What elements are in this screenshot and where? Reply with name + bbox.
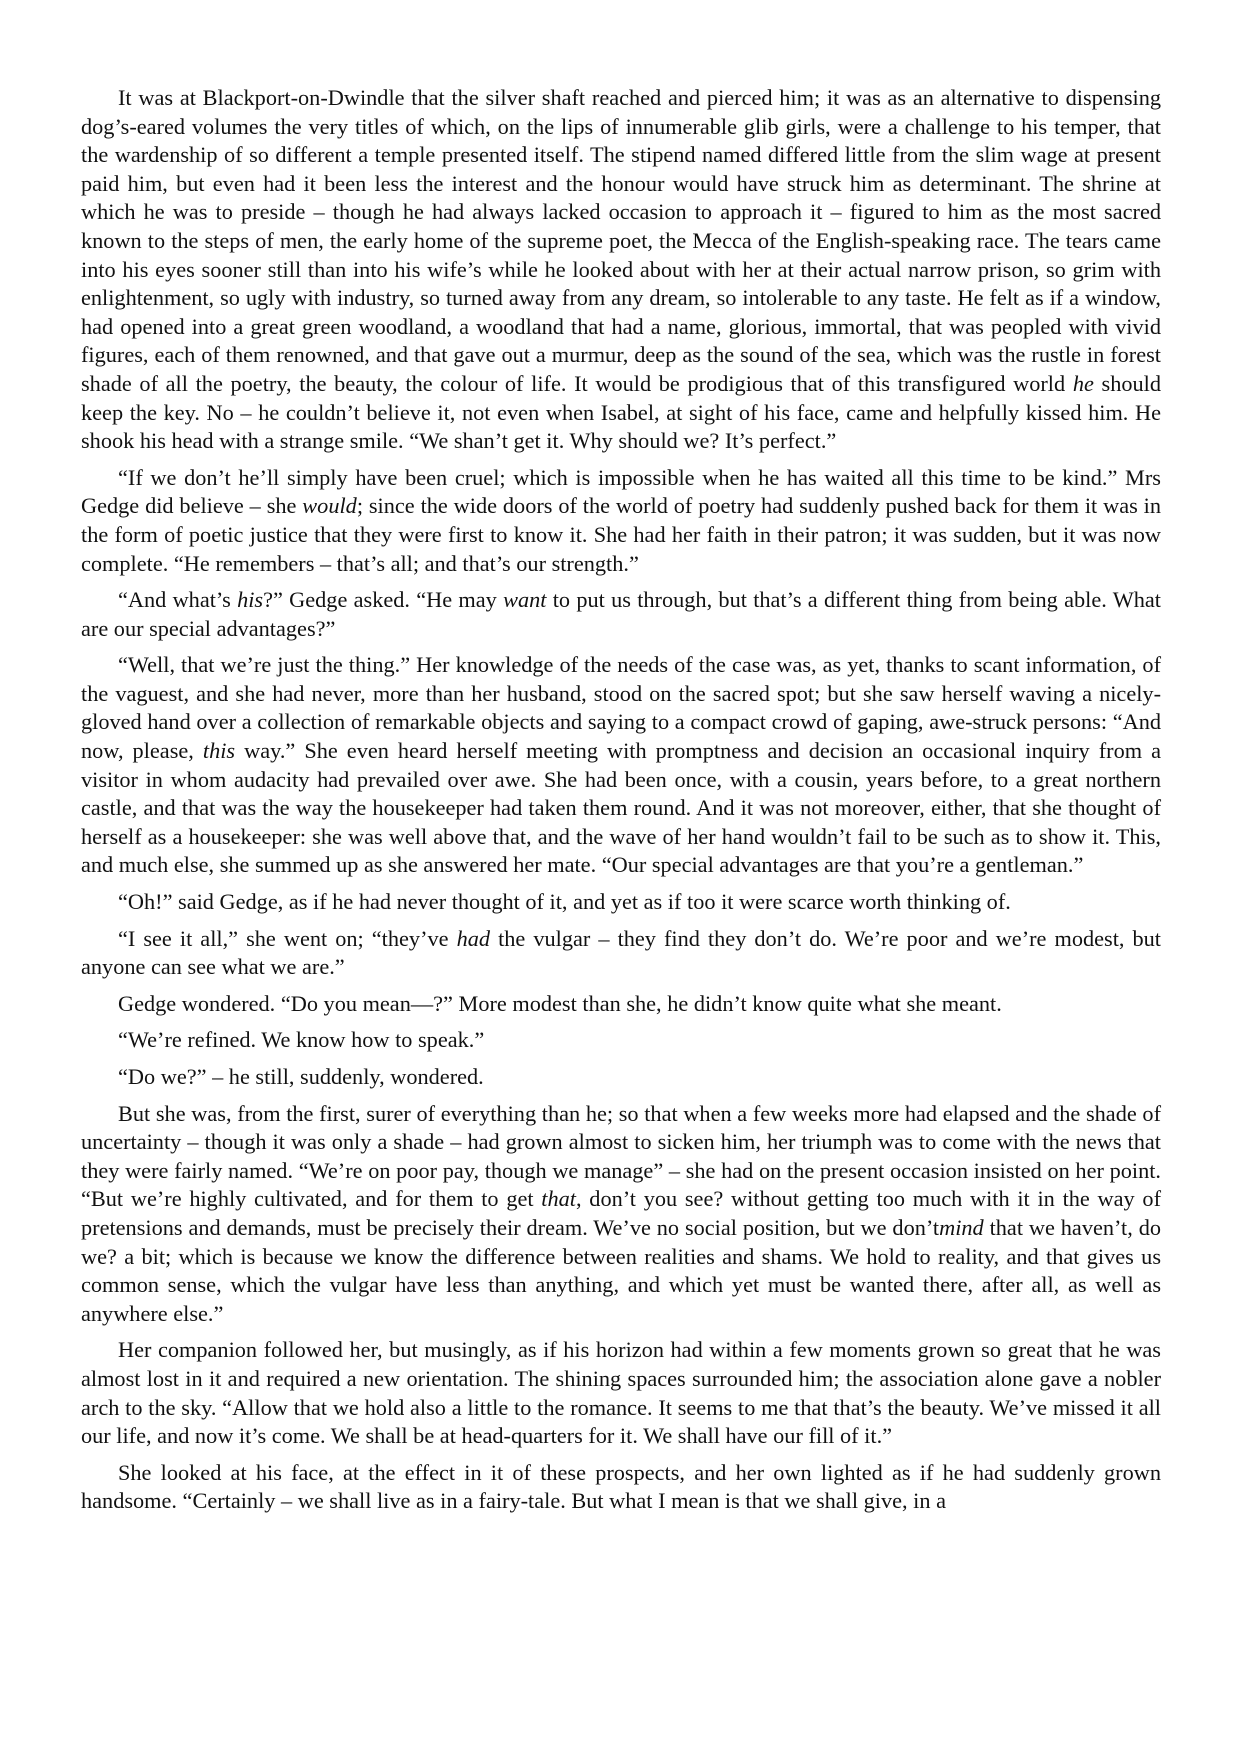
paragraph	[81, 1026, 1161, 1055]
paragraph	[81, 1336, 1161, 1450]
paragraph-text: ?” Gedge asked. “He may	[263, 587, 504, 613]
paragraph-text: She looked at his face, at the effect in it of these prospects, and her own lighted as if he had suddenly grown handsome. “Certainly – we shall live as in a fairy-tale. But what I mean is that we shall give, in a	[81, 1459, 1161, 1514]
italic-text: want	[503, 587, 547, 613]
paragraph-text: “Well, that we’re just the thing.” Her knowledge of the needs of the case was, as yet, thanks to scant information, of the vaguest, and she had never, more than her husband, stood on the sacred spot; but she saw herself waving a nicely-gloved hand over a collection of remarkable objects and saying to a compact crowd of gaping, awe-struck persons: “And now, please,	[81, 652, 1161, 764]
paragraph-text: way.” She even heard herself meeting with promptness and decision an occasional inquiry from a visitor in whom audacity had prevailed over awe. She had been once, with a cousin, years before, to a great northern castle, and that was the way the housekeeper had taken them round. And it was not moreover, either, that she thought of herself as a housekeeper: she was well above that, and the wave of her hand wouldn’t fail to be such as to show it. This, and much else, she summed up as she answered her mate. “Our special advantages are that you’re a gentleman.”	[81, 738, 1161, 878]
paragraph-text: But she was, from the first, surer of everything than he; so that when a few weeks more had elapsed and the shade of uncertainty – though it was only a shade – had grown almost to sicken him, her triumph was to come with the news that they were fairly named. “We’re on poor pay, though we manage” – she had on the present occasion insisted on her point. “But we’re highly cultivated, and for them to get	[81, 1100, 1161, 1212]
paragraph-text: ; since the wide doors of the world of poetry had suddenly pushed back for them it was in the form of poetic justice that they were first to know it. She had her faith in their patron; it was sudden, but it was now complete. “He remembers – that’s all; and that’s our strength.”	[81, 493, 1161, 576]
paragraph-text: the vulgar – they find they don’t do. We’re poor and we’re modest, but anyone can see what we are.”	[81, 925, 1161, 980]
paragraph	[81, 1459, 1161, 1516]
text-body	[81, 84, 1161, 1516]
paragraph-text: It was at Blackport-on-Dwindle that the silver shaft reached and pierced him; it was as an alternative to dispensing dog’s-eared volumes the very titles of which, on the lips of innumerable glib girls, were a challenge to his temper, that the wardenship of so different a temple presented itself. The stipend named differed little from the slim wage at present paid him, but even had it been less the interest and the honour would have struck him as determinant. The shrine at which he was to preside – though he had always lacked occasion to approach it – figured to him as the most sacred known to the steps of men, the early home of the supreme poet, the Mecca of the English-speaking race. The tears came into his eyes sooner still than into his wife’s while he looked about with her at their actual narrow prison, so grim with enlightenment, so ugly with industry, so turned away from any dream, so intolerable to any taste. He felt as if a window, had opened into a great green woodland, a woodland that had a name, glorious, immortal, that was peopled with vivid figures, each of them renowned, and that gave out a murmur, deep as the sound of the sea, which was the rustle in forest shade of all the poetry, the beauty, the colour of life. It would be prodigious that of this transfigured world	[81, 85, 1161, 396]
italic-text: this	[202, 738, 236, 764]
paragraph-text: , don’t you see? without getting too much with it in the way of pretensions and demands, must be precisely their dream. We’ve no social position, but we don’t	[81, 1186, 1161, 1240]
paragraph-text: “And what’s	[118, 587, 238, 613]
paragraph	[81, 888, 1161, 917]
paragraph-text: should keep the key. No – he couldn’t believe it, not even when Isabel, at sight of his face, came and helpfully kissed him. He shook his head with a strange smile. “We shan’t get it. Why should we? It’s perfect.”	[81, 370, 1161, 454]
paragraph-text: Gedge wondered. “Do you mean—?” More modest than she, he didn’t know quite what she meant.	[118, 990, 1002, 1016]
italic-text: had	[456, 925, 491, 951]
paragraph-text: “Do we?” – he still, suddenly, wondered.	[118, 1064, 484, 1089]
paragraph-text: to put us through, but that’s a different thing from being able. What are our special advantages?”	[81, 587, 1161, 641]
paragraph	[81, 84, 1161, 456]
paragraph-text: “We’re refined. We know how to speak.”	[118, 1027, 485, 1053]
italic-text: would	[302, 493, 357, 519]
italic-text: mind	[939, 1214, 984, 1240]
paragraph-text: “If we don’t he’ll simply have been cruel; which is impossible when he has waited all this time to be kind.” Mrs Gedge did believe – she	[81, 464, 1161, 519]
italic-text: he	[1072, 370, 1094, 396]
italic-text: that	[541, 1186, 576, 1212]
paragraph-text: “I see it all,” she went on; “they’ve	[118, 925, 457, 951]
paragraph	[81, 990, 1161, 1019]
paragraph	[81, 651, 1161, 880]
paragraph	[81, 925, 1161, 982]
paragraph-text: Her companion followed her, but musingly, as if his horizon had within a few moments grown so great that he was almost lost in it and required a new orientation. The shining spaces surrounded him; the association alone gave a nobler arch to the sky. “Allow that we hold also a little to the romance. It seems to me that that’s the beauty. We’ve missed it all our life, and now it’s come. We shall be at head-quarters for it. We shall have our fill of it.”	[81, 1337, 1161, 1449]
italic-text: his	[237, 587, 264, 613]
paragraph	[81, 586, 1161, 643]
paragraph	[81, 1063, 1161, 1092]
paragraph	[81, 1100, 1161, 1329]
paragraph-text: that we haven’t, do we? a bit; which is because we know the difference between realities and shams. We hold to reality, and that gives us common sense, which the vulgar have less than anything, and which yet must be wanted there, after all, as well as anywhere else.”	[81, 1214, 1161, 1326]
paragraph	[81, 464, 1161, 578]
paragraph-text: “Oh!” said Gedge, as if he had never thought of it, and yet as if too it were scarce worth thinking of.	[118, 889, 1011, 915]
